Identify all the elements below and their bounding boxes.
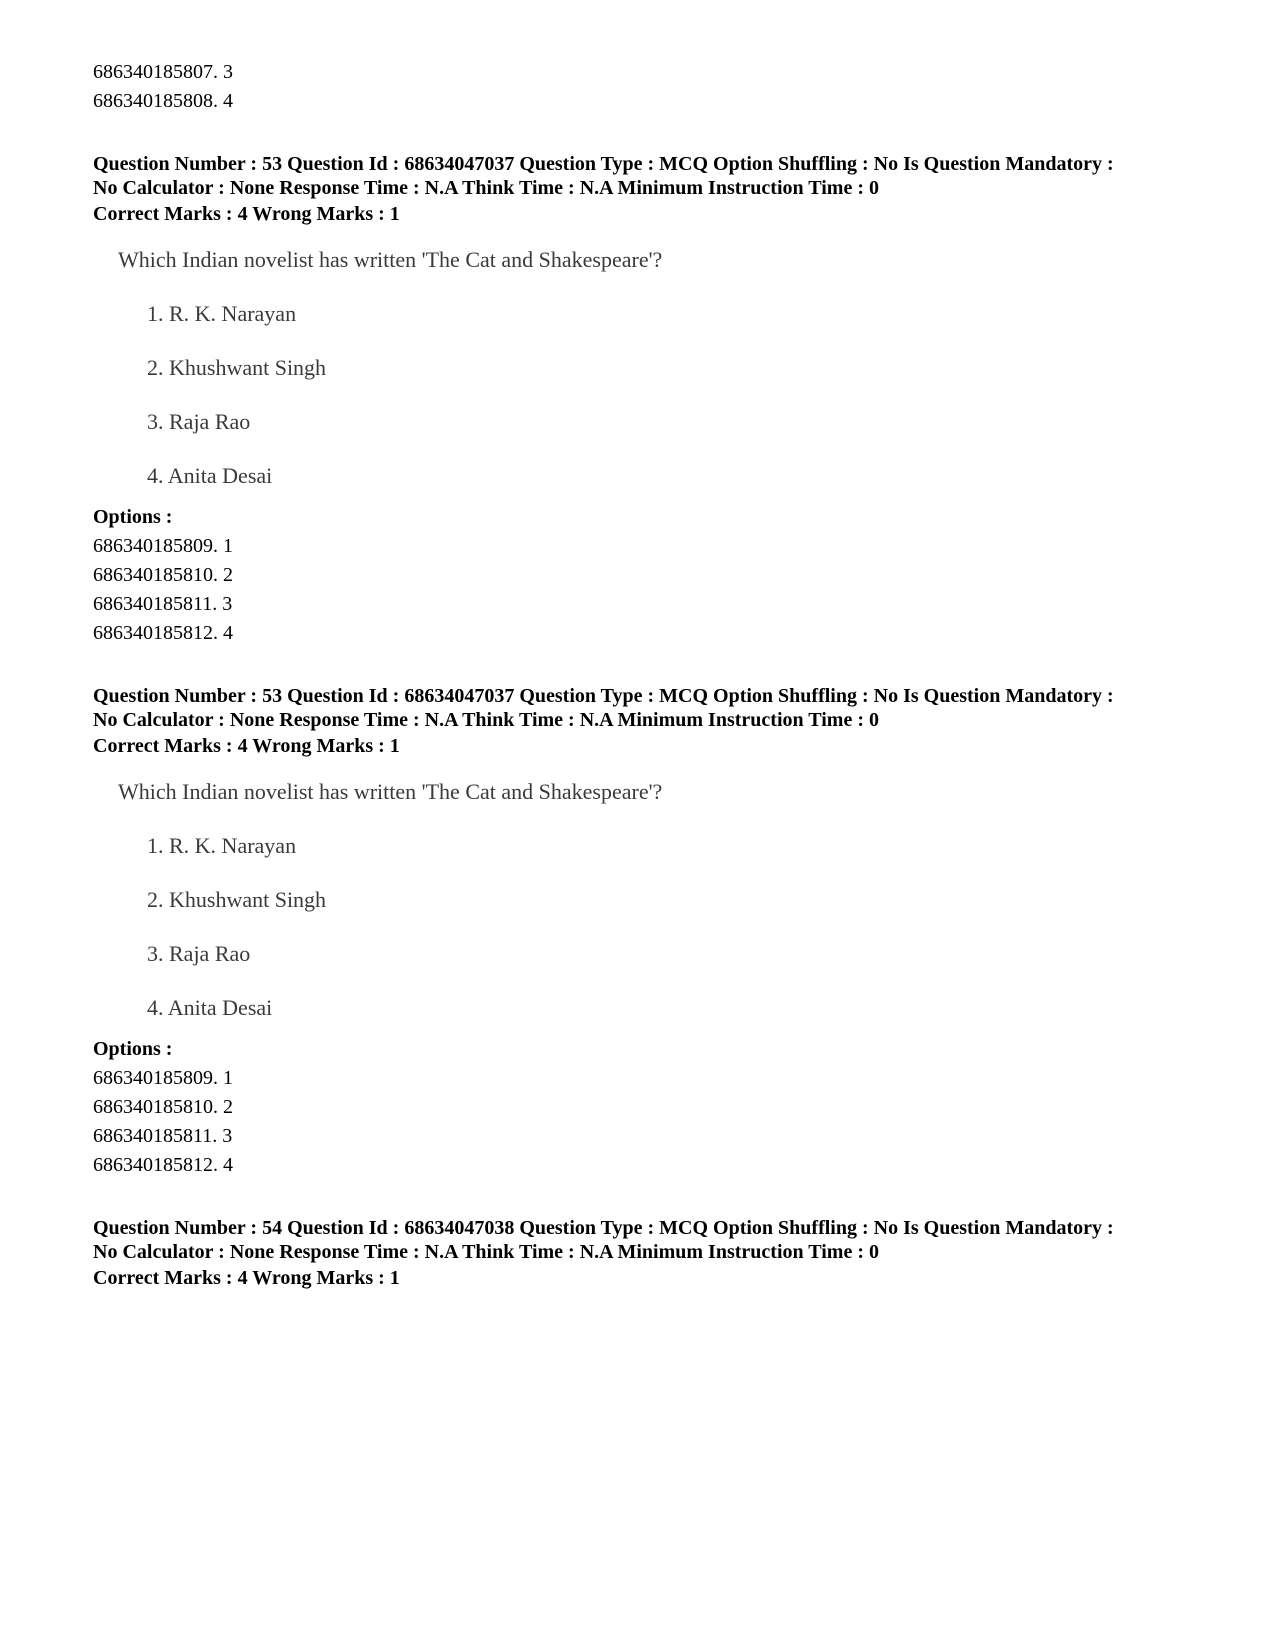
question-block [93, 1216, 1213, 1293]
option-id-line: 686340185812. 4 [93, 622, 233, 644]
question-choice: 2. Khushwant Singh [147, 355, 327, 380]
question-choice: 3. Raja Rao [147, 941, 251, 966]
option-id-line: 686340185811. 3 [93, 1125, 233, 1147]
question-choice: 4. Anita Desai [147, 995, 273, 1020]
options-label: Options : [93, 1038, 173, 1060]
question-header-line: Question Number : 54 Question Id : 68634047038 Question Type : MCQ Option Shuffling : No Is Question Mandatory : [93, 1217, 1114, 1239]
question-text: Which Indian novelist has written 'The Cat and Shakespeare'? [118, 779, 663, 804]
question-header-line: Question Number : 53 Question Id : 68634047037 Question Type : MCQ Option Shuffling : No Is Question Mandatory : [93, 153, 1114, 175]
document-page [93, 58, 1213, 1293]
question-image [93, 777, 1213, 1023]
option-id-line: 686340185810. 2 [93, 1096, 233, 1118]
option-id-line: 686340185808. 4 [93, 90, 233, 112]
question-header-line: No Calculator : None Response Time : N.A Think Time : N.A Minimum Instruction Time : 0 [93, 177, 879, 199]
question-image [93, 245, 1213, 491]
options-list [93, 1035, 1213, 1180]
question-marks: Correct Marks : 4 Wrong Marks : 1 [93, 203, 400, 225]
option-id-line: 686340185807. 3 [93, 61, 233, 83]
previous-options-list [93, 58, 1213, 116]
question-choice: 2. Khushwant Singh [147, 887, 327, 912]
question-text: Which Indian novelist has written 'The Cat and Shakespeare'? [118, 247, 663, 272]
option-id-line: 686340185811. 3 [93, 593, 233, 615]
question-header-line: Question Number : 53 Question Id : 68634047037 Question Type : MCQ Option Shuffling : No Is Question Mandatory : [93, 685, 1114, 707]
question-choice: 1. R. K. Narayan [147, 301, 297, 326]
question-choice: 3. Raja Rao [147, 409, 251, 434]
question-block [93, 684, 1213, 1180]
question-choice: 1. R. K. Narayan [147, 833, 297, 858]
options-label: Options : [93, 506, 173, 528]
option-id-line: 686340185809. 1 [93, 535, 233, 557]
option-id-line: 686340185810. 2 [93, 564, 233, 586]
question-header-line: No Calculator : None Response Time : N.A Think Time : N.A Minimum Instruction Time : 0 [93, 709, 879, 731]
option-id-line: 686340185812. 4 [93, 1154, 233, 1176]
options-list [93, 503, 1213, 648]
option-id-line: 686340185809. 1 [93, 1067, 233, 1089]
question-header-line: No Calculator : None Response Time : N.A Think Time : N.A Minimum Instruction Time : 0 [93, 1241, 879, 1263]
question-marks: Correct Marks : 4 Wrong Marks : 1 [93, 735, 400, 757]
question-choice: 4. Anita Desai [147, 463, 273, 488]
question-marks: Correct Marks : 4 Wrong Marks : 1 [93, 1267, 400, 1289]
question-block [93, 152, 1213, 648]
